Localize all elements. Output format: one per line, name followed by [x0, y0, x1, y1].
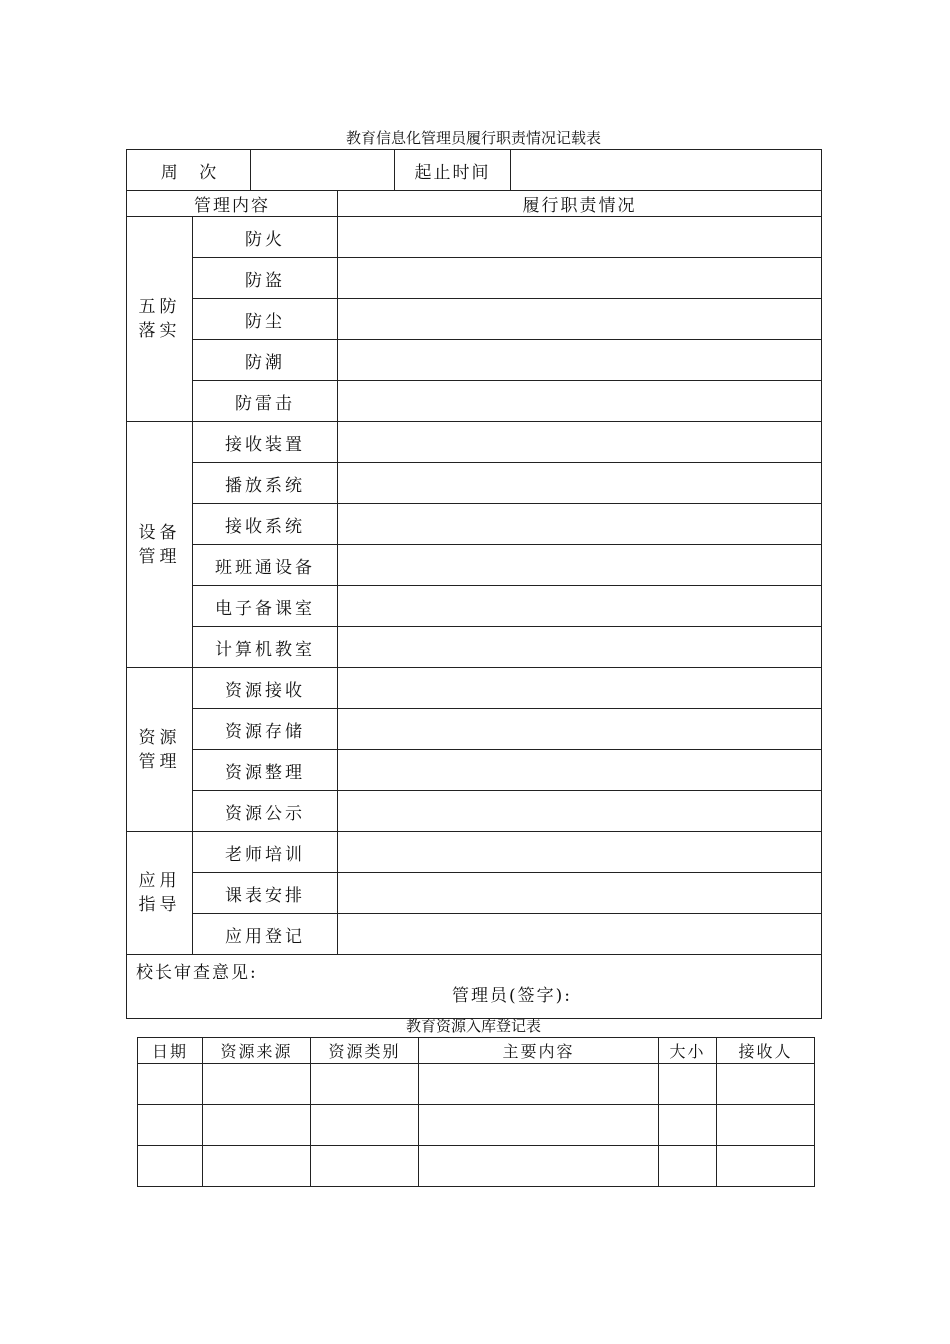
- week-row: [127, 150, 822, 191]
- register-cell[interactable]: [203, 1064, 311, 1105]
- item-label: 防潮: [193, 340, 338, 381]
- week-label: 周 次: [127, 150, 251, 191]
- register-cell[interactable]: [138, 1105, 203, 1146]
- header-row: [127, 191, 822, 217]
- register-cell[interactable]: [311, 1105, 419, 1146]
- principal-opinion-label: 校长审查意见:: [136, 963, 258, 983]
- duty-item-row: [127, 750, 822, 791]
- register-cell[interactable]: [419, 1105, 659, 1146]
- duty-status-cell[interactable]: [338, 668, 822, 709]
- item-label: 资源整理: [193, 750, 338, 791]
- content-header: 管理内容: [127, 191, 338, 217]
- item-label: 防盗: [193, 258, 338, 299]
- duty-status-cell[interactable]: [338, 791, 822, 832]
- duty-item-row: [127, 627, 822, 668]
- category-cell: 应用 指导: [127, 832, 193, 955]
- col-header-receiver: 接收人: [717, 1038, 815, 1064]
- item-label: 防火: [193, 217, 338, 258]
- duty-status-cell[interactable]: [338, 381, 822, 422]
- item-label: 资源存储: [193, 709, 338, 750]
- duty-item-row: [127, 668, 822, 709]
- item-label: 计算机教室: [193, 627, 338, 668]
- week-value[interactable]: [251, 150, 395, 191]
- col-header-date: 日期: [138, 1038, 203, 1064]
- admin-signature-label: 管理员(签字):: [452, 986, 572, 1006]
- duty-item-row: [127, 217, 822, 258]
- duty-status-cell[interactable]: [338, 422, 822, 463]
- register-cell[interactable]: [717, 1064, 815, 1105]
- col-header-category: 资源类别: [311, 1038, 419, 1064]
- duty-item-row: [127, 709, 822, 750]
- duty-item-row: [127, 914, 822, 955]
- register-cell[interactable]: [138, 1064, 203, 1105]
- duty-status-cell[interactable]: [338, 258, 822, 299]
- duty-item-row: [127, 791, 822, 832]
- register-row: [138, 1146, 815, 1187]
- duty-item-row: [127, 873, 822, 914]
- period-value[interactable]: [511, 150, 822, 191]
- register-cell[interactable]: [138, 1146, 203, 1187]
- item-label: 接收装置: [193, 422, 338, 463]
- duty-item-row: [127, 258, 822, 299]
- form1-title: 教育信息化管理员履行职责情况记载表: [345, 129, 601, 147]
- register-cell[interactable]: [419, 1064, 659, 1105]
- duty-item-row: [127, 832, 822, 873]
- category-cell: 五防 落实: [127, 217, 193, 422]
- category-cell: 设备 管理: [127, 422, 193, 668]
- register-row: [138, 1105, 815, 1146]
- duty-status-cell[interactable]: [338, 545, 822, 586]
- duty-item-row: [127, 545, 822, 586]
- register-row: [138, 1064, 815, 1105]
- col-header-size: 大小: [659, 1038, 717, 1064]
- item-label: 应用登记: [193, 914, 338, 955]
- period-label: 起止时间: [395, 150, 511, 191]
- duty-item-row: [127, 299, 822, 340]
- duty-item-row: [127, 463, 822, 504]
- item-label: 防尘: [193, 299, 338, 340]
- duty-status-cell[interactable]: [338, 914, 822, 955]
- duty-item-row: [127, 504, 822, 545]
- register-cell[interactable]: [203, 1146, 311, 1187]
- duty-status-cell[interactable]: [338, 504, 822, 545]
- signature-row: [127, 955, 822, 1019]
- item-label: 班班通设备: [193, 545, 338, 586]
- duty-status-cell[interactable]: [338, 832, 822, 873]
- duty-status-cell[interactable]: [338, 750, 822, 791]
- register-cell[interactable]: [717, 1105, 815, 1146]
- resource-register-table: [137, 1037, 815, 1187]
- item-label: 电子备课室: [193, 586, 338, 627]
- duty-status-cell[interactable]: [338, 299, 822, 340]
- duty-item-row: [127, 340, 822, 381]
- register-cell[interactable]: [717, 1146, 815, 1187]
- duty-status-cell[interactable]: [338, 873, 822, 914]
- duty-status-cell[interactable]: [338, 463, 822, 504]
- item-label: 老师培训: [193, 832, 338, 873]
- form2-title: 教育资源入库登记表: [405, 1017, 541, 1035]
- col-header-source: 资源来源: [203, 1038, 311, 1064]
- register-cell[interactable]: [659, 1146, 717, 1187]
- duty-status-cell[interactable]: [338, 709, 822, 750]
- register-cell[interactable]: [419, 1146, 659, 1187]
- duty-header: 履行职责情况: [338, 191, 822, 217]
- duty-status-cell[interactable]: [338, 627, 822, 668]
- item-label: 播放系统: [193, 463, 338, 504]
- category-cell: 资源 管理: [127, 668, 193, 832]
- signature-cell[interactable]: [127, 955, 822, 1019]
- item-label: 资源公示: [193, 791, 338, 832]
- duty-record-table: [126, 149, 822, 1019]
- register-cell[interactable]: [659, 1064, 717, 1105]
- duty-status-cell[interactable]: [338, 217, 822, 258]
- duty-status-cell[interactable]: [338, 340, 822, 381]
- register-cell[interactable]: [203, 1105, 311, 1146]
- item-label: 资源接收: [193, 668, 338, 709]
- item-label: 课表安排: [193, 873, 338, 914]
- item-label: 防雷击: [193, 381, 338, 422]
- register-cell[interactable]: [311, 1146, 419, 1187]
- register-header-row: [138, 1038, 815, 1064]
- duty-item-row: [127, 381, 822, 422]
- duty-item-row: [127, 586, 822, 627]
- col-header-content: 主要内容: [419, 1038, 659, 1064]
- register-cell[interactable]: [659, 1105, 717, 1146]
- register-cell[interactable]: [311, 1064, 419, 1105]
- duty-item-row: [127, 422, 822, 463]
- item-label: 接收系统: [193, 504, 338, 545]
- duty-status-cell[interactable]: [338, 586, 822, 627]
